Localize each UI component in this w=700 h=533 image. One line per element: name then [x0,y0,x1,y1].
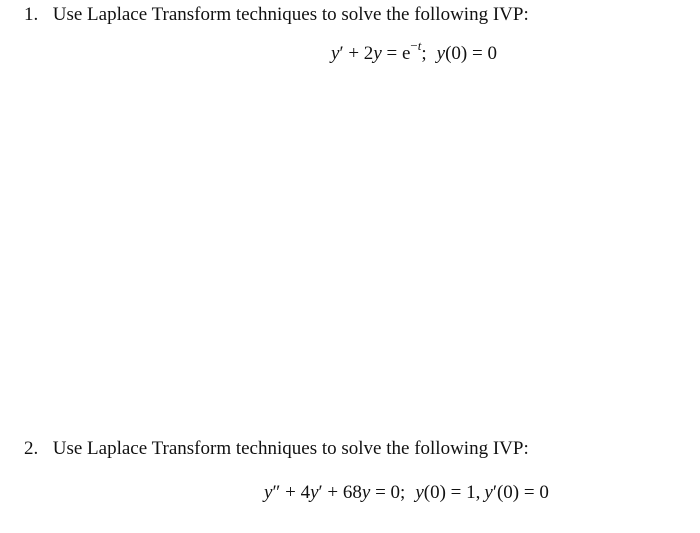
problem-1-equation: $y' + 2y = e^{-t}$; y(0) = 0 [331,37,497,64]
problem-1-text: Use Laplace Transform techniques to solve the following IVP: [52,4,529,25]
problem-2-initial-condition-2: y′(0) = 0 [484,482,549,503]
problem-2-differential-equation: y″ + 4y′ + 68y = 0 [264,482,401,503]
problem-2-text: Use Laplace Transform techniques to solve the following IVP: [52,438,529,459]
problem-1-initial-condition: y(0) = 0 [436,43,497,64]
problem-1-statement [24,3,529,27]
problem-1-number: 1. [24,4,39,25]
problem-2-equation: y″ + 4y′ + 68y = 0; y(0) = 1, y′(0) = 0 [264,482,549,503]
problem-2-statement [24,437,529,461]
problem-2-number: 2. [24,438,39,459]
problem-2-initial-condition-1: y(0) = 1 [415,482,476,503]
problem-1-differential-equation: $y' + 2y = e^{-t}$ [331,37,422,64]
